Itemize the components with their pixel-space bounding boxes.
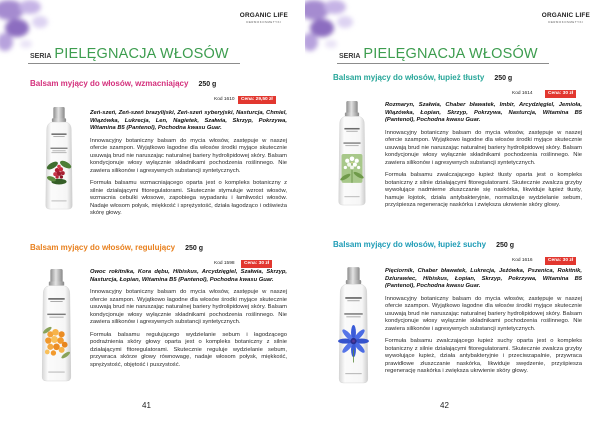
product-description: Innowacyjny botaniczny balsam do mycia włosów, zastępuje w naszej ofercie szampon. Wyjątkowo łagodne dla włosów środki myjące skutecznie usuwają brud nie naruszając naturalnej bariery hydrolipidowej skóry. Balsam kondycjonuje włosy wyłącznie składnikami pochodzenia roślinnego. Nie zawiera silikonów i agresywnych substancji syntetycznych.: [90, 289, 287, 325]
bottle-cornflower-icon: [333, 266, 374, 384]
product-description: Innowacyjny botaniczny balsam do mycia włosów, zastępuje w naszej ofercie szampon. Wyjątkowo łagodne dla włosów środki myjące skutecznie usuwają brud nie naruszając naturalnej bariery hydrolipidowej skóry. Balsam kondycjonuje włosy wyłącznie składnikami pochodzenia roślinnego. Nie zawiera silikonów i agresywnych substancji syntetycznych.: [385, 129, 582, 166]
product-title: [333, 73, 512, 82]
product-code: Kod 1614: [512, 91, 533, 96]
price-badge: Cena: 29,50 zł: [238, 96, 276, 104]
product-size: 250 g: [198, 81, 217, 88]
product-formula: Formuła balsamu zwalczającego łupież suchy oparta jest o kompleks botaniczny z silnie działającymi fitoregulatorami. Skutecznie zwalcza grzyby wywołujące łupież, działa antybakteryjnie i przeciwzapalnie, przywraca prawidłowe złuszczanie naskórka, likwiduje swędzenie, przyśpiesza regenerację naskórka i zwiększa ukrwienie skóry głowy.: [385, 338, 582, 374]
header-rule: [337, 63, 549, 64]
product-title: [30, 79, 216, 88]
product-code: Kod 1598: [214, 261, 235, 266]
product-code: Kod 1616: [512, 258, 533, 263]
series-title: PIELĘGNACJA WŁOSÓW: [54, 46, 229, 62]
brand-tagline: DERMOKOSMETYKI: [246, 20, 282, 24]
product-size: 250 g: [496, 242, 514, 249]
brand-logo: [240, 12, 288, 24]
product-ingredients: Owoc rokitnika, Kora dębu, Hibiskus, Arcydzięgiel, Szałwia, Skrzyp, Nasturcja, Łopian, Witamina B5 (Pantenol), Pochodna kwasu Guar.: [90, 269, 287, 283]
product-formula: Formuła balsamu regulującego wydzielanie sebum i łagodzącego podrażnienia skóry głowy oparta jest o kompleks botaniczny z silnie działającymi fitoregulatorami. Skutecznie reguluje wydzielanie sebum, przywraca skórze głowy równowagę, nadaje włosom połysk, miękkość, sprężystość, objętość i puszystość.: [90, 331, 287, 368]
white-flowers-art: [339, 154, 364, 183]
page-number: 41: [142, 401, 151, 410]
bottle-cap: [52, 107, 66, 122]
product-title: [30, 243, 203, 252]
product-description: Innowacyjny botaniczny balsam do mycia włosów, zastępuje w naszej ofercie szampon. Wyjątkowo łagodne dla włosów środki myjące skutecznie usuwają brud nie naruszając naturalnej bariery hydrolipidowej skóry. Balsam kondycjonuje włosy wyłącznie składnikami pochodzenia roślinnego. Nie zawiera silikonów i agresywnych substancji syntetycznych.: [90, 137, 287, 174]
series-prefix: SERIA: [339, 53, 361, 60]
price-badge: Cena: 30 zł: [241, 260, 272, 268]
brand-name: ORGANIC LIFE: [239, 12, 288, 19]
product-ingredients: Rozmaryn, Szałwia, Chaber bławatek, Imbir, Arcydzięgiel, Jemioła, Wiązówka, Łopian, Skrzyp, Pokrzywa, Nasturcja, Witamina B5 (Pantenol), Pochodna kwasu Guar.: [385, 102, 582, 123]
price-badge: Cena: 30 zł: [545, 90, 576, 98]
product-name: Balsam myjący do włosów, łupież tłusty: [333, 73, 485, 82]
brand-tagline: DERMOKOSMETYKI: [548, 20, 584, 24]
bottle-cap: [346, 267, 361, 284]
product-formula: Formuła balsamu zwalczającego łupież tłusty oparta jest o kompleks botaniczny z silnie działającymi fitoregulatorami. Skutecznie zwalcza grzyby wywołujące nadmierne złuszczanie się naskórka, likwiduje łupież tłusty, hamuje łojotok, działa antybakteryjnie, normalizuje wydzielanie sebum, przyśpiesza regenerację naskórka i zwiększa ukrwienie skóry głowy.: [385, 172, 582, 208]
product-size: 250 g: [185, 245, 203, 252]
product-size: 250 g: [494, 75, 513, 82]
series-title: PIELĘGNACJA WŁOSÓW: [363, 46, 538, 62]
catalog-page-right: [300, 0, 600, 425]
product-text: [90, 269, 287, 374]
page-number: 42: [440, 401, 449, 410]
series-header: [30, 45, 229, 63]
product-ingredients: Żeń-szeń, Żeń-szeń brazylijski, Żeń-szeń syberyjski, Nasturcja, Chmiel, Wiązówka, Lukrecja, Len, Nagietek, Szałwia, Skrzyp, Pokrzywa, Witamina B5 (Pantenol), Pochodna kwasu Guar.: [90, 110, 287, 131]
product-name: Balsam myjący do włosów, regulujący: [30, 243, 176, 252]
series-header: [339, 45, 538, 63]
brand-name: ORGANIC LIFE: [541, 12, 590, 19]
price-badge: Cena: 30 zł: [545, 257, 576, 265]
product-formula: Formuła balsamu wzmacniającego oparta jest o kompleks botaniczny z silnie działającymi fitoregulatorami. Skutecznie stymuluje wzrost włosów, wzmacnia cebulki włosowe, zapobiega wypadaniu i łamliwości włosów. Nadaje włosom połysk, miękkość i sprężystość, działa łagodząco i odświeża skórę głowy.: [90, 180, 287, 216]
product-code: Kod 1610: [214, 97, 235, 102]
product-description: Innowacyjny botaniczny balsam do mycia włosów, zastępuje w naszej ofercie szampon. Wyjątkowo łagodne dla włosów środki myjące skutecznie usuwają brud nie naruszając naturalnej bariery hydrolipidowej skóry. Balsam kondycjonuje włosy wyłącznie składnikami pochodzenia roślinnego. Nie zawiera silikonów i agresywnych substancji syntetycznych.: [385, 295, 582, 332]
header-rule: [28, 63, 240, 64]
bottle-sea-buckthorn-icon: [36, 268, 77, 382]
product-name: Balsam myjący do włosów, wzmacniający: [30, 79, 189, 88]
bottle-white-flowers-icon: [333, 100, 371, 206]
product-text: [90, 110, 287, 223]
bottle-ginseng-icon: [40, 106, 78, 210]
product-title: [333, 240, 514, 249]
product-text: [385, 102, 582, 215]
product-name: Balsam myjący do włosów, łupież suchy: [333, 240, 487, 249]
brand-logo: [542, 12, 590, 24]
series-prefix: SERIA: [30, 53, 52, 60]
bottle-cap: [49, 269, 64, 286]
product-ingredients: Pięciornik, Chaber bławatek, Lukrecja, Jeżówka, Pszenica, Rokitnik, Dziurawiec, Hibiskus, Łopian, Skrzyp, Pokrzywa, Witamina B5 (Pantenol), Pochodna kwasu Guar.: [385, 268, 582, 289]
product-text: [385, 268, 582, 381]
bottle-cap: [345, 101, 359, 116]
